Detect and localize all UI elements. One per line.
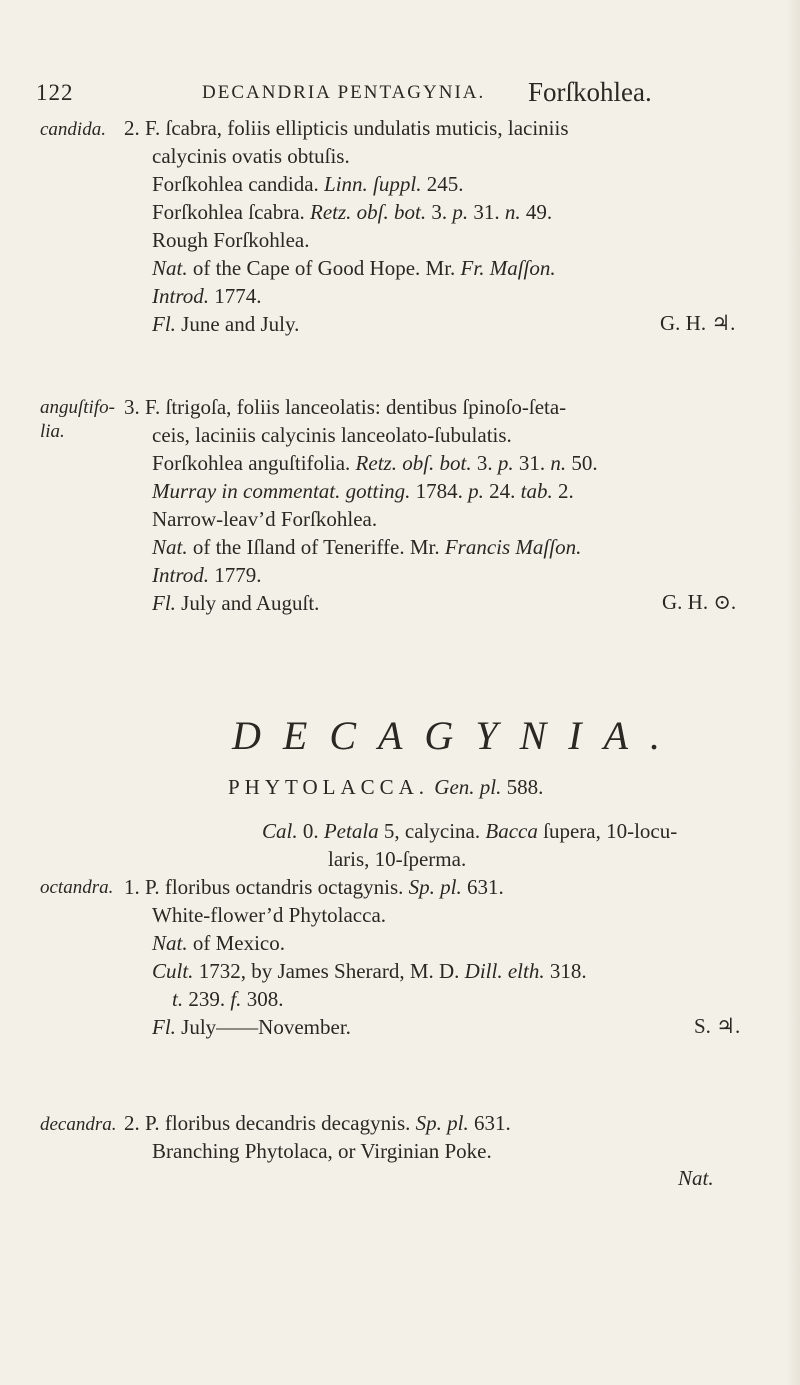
- native-line: Nat. of the Iſland of Teneriffe. Mr. Francis Maſſon.: [152, 535, 582, 559]
- species-diagnosis: 2. P. floribus decandris decagynis. Sp. pl. 631.: [124, 1111, 511, 1135]
- reference-line: t. 239. f. 308.: [172, 987, 284, 1011]
- synonym-line: Forſkohlea candida. Linn. ſuppl. 245.: [152, 172, 464, 196]
- margin-label-angustifolia-1: anguſtifo-: [40, 397, 115, 418]
- margin-label-octandra: octandra.: [40, 877, 114, 898]
- synonym-line: Forſkohlea anguſtifolia. Retz. obſ. bot. 3. p. 31. n. 50.: [152, 451, 598, 475]
- culture-symbol: S. ♃.: [694, 1014, 741, 1038]
- introduced-line: Introd. 1779.: [152, 563, 262, 587]
- page-number: 122: [36, 80, 74, 105]
- margin-label-angustifolia-2: lia.: [40, 421, 65, 442]
- synonym-line: Forſkohlea ſcabra. Retz. obſ. bot. 3. p. 31. n. 49.: [152, 200, 553, 224]
- genus-character: Cal. 0. Petala 5, calycina. Bacca ſupera, 10-locu-: [262, 819, 678, 843]
- page-edge-shadow: [786, 0, 800, 1385]
- genus-heading: PHYTOLACCA. Gen. pl. 588.: [228, 775, 544, 799]
- species-diagnosis: 3. F. ſtrigoſa, foliis lanceolatis: dentibus ſpinoſo-ſeta-: [124, 395, 567, 419]
- species-diagnosis: 1. P. floribus octandris octagynis. Sp. pl. 631.: [124, 875, 504, 899]
- reference-line: Murray in commentat. gotting. 1784. p. 24. tab. 2.: [152, 479, 574, 503]
- genus-character-cont: laris, 10-ſperma.: [328, 847, 467, 871]
- section-heading: DECAGYNIA.: [232, 713, 682, 758]
- common-name: Rough Forſkohlea.: [152, 228, 310, 252]
- common-name: White-flower’d Phytolacca.: [152, 903, 387, 927]
- margin-label-decandra: decandra.: [40, 1114, 117, 1135]
- introduced-line: Introd. 1774.: [152, 284, 262, 308]
- header-genus: Forſkohlea.: [528, 77, 652, 107]
- common-name: Branching Phytolaca, or Virginian Poke.: [152, 1139, 492, 1163]
- margin-label-candida: candida.: [40, 119, 106, 140]
- flowering-line: Fl. July——November.: [152, 1015, 351, 1039]
- common-name: Narrow-leav’d Forſkohlea.: [152, 507, 378, 531]
- running-header: [0, 77, 800, 110]
- culture-symbol: G. H. ⊙.: [662, 590, 737, 614]
- flowering-line: Fl. July and Auguſt.: [152, 591, 320, 615]
- species-diagnosis-cont: ceis, laciniis calycinis lanceolato-ſubulatis.: [152, 423, 512, 447]
- species-diagnosis: 2. F. ſcabra, foliis ellipticis undulatis muticis, laciniis: [124, 116, 569, 140]
- species-diagnosis-cont: calycinis ovatis obtuſis.: [152, 144, 350, 168]
- native-line: Nat. of Mexico.: [152, 931, 285, 955]
- cultivated-line: Cult. 1732, by James Sherard, M. D. Dill. elth. 318.: [152, 959, 587, 983]
- native-line: Nat. of the Cape of Good Hope. Mr. Fr. Maſſon.: [152, 256, 556, 280]
- flowering-line: Fl. June and July.: [152, 312, 300, 336]
- running-title: DECANDRIA PENTAGYNIA.: [202, 82, 486, 103]
- catchword: Nat.: [678, 1166, 714, 1190]
- culture-symbol: G. H. ♃.: [660, 311, 736, 335]
